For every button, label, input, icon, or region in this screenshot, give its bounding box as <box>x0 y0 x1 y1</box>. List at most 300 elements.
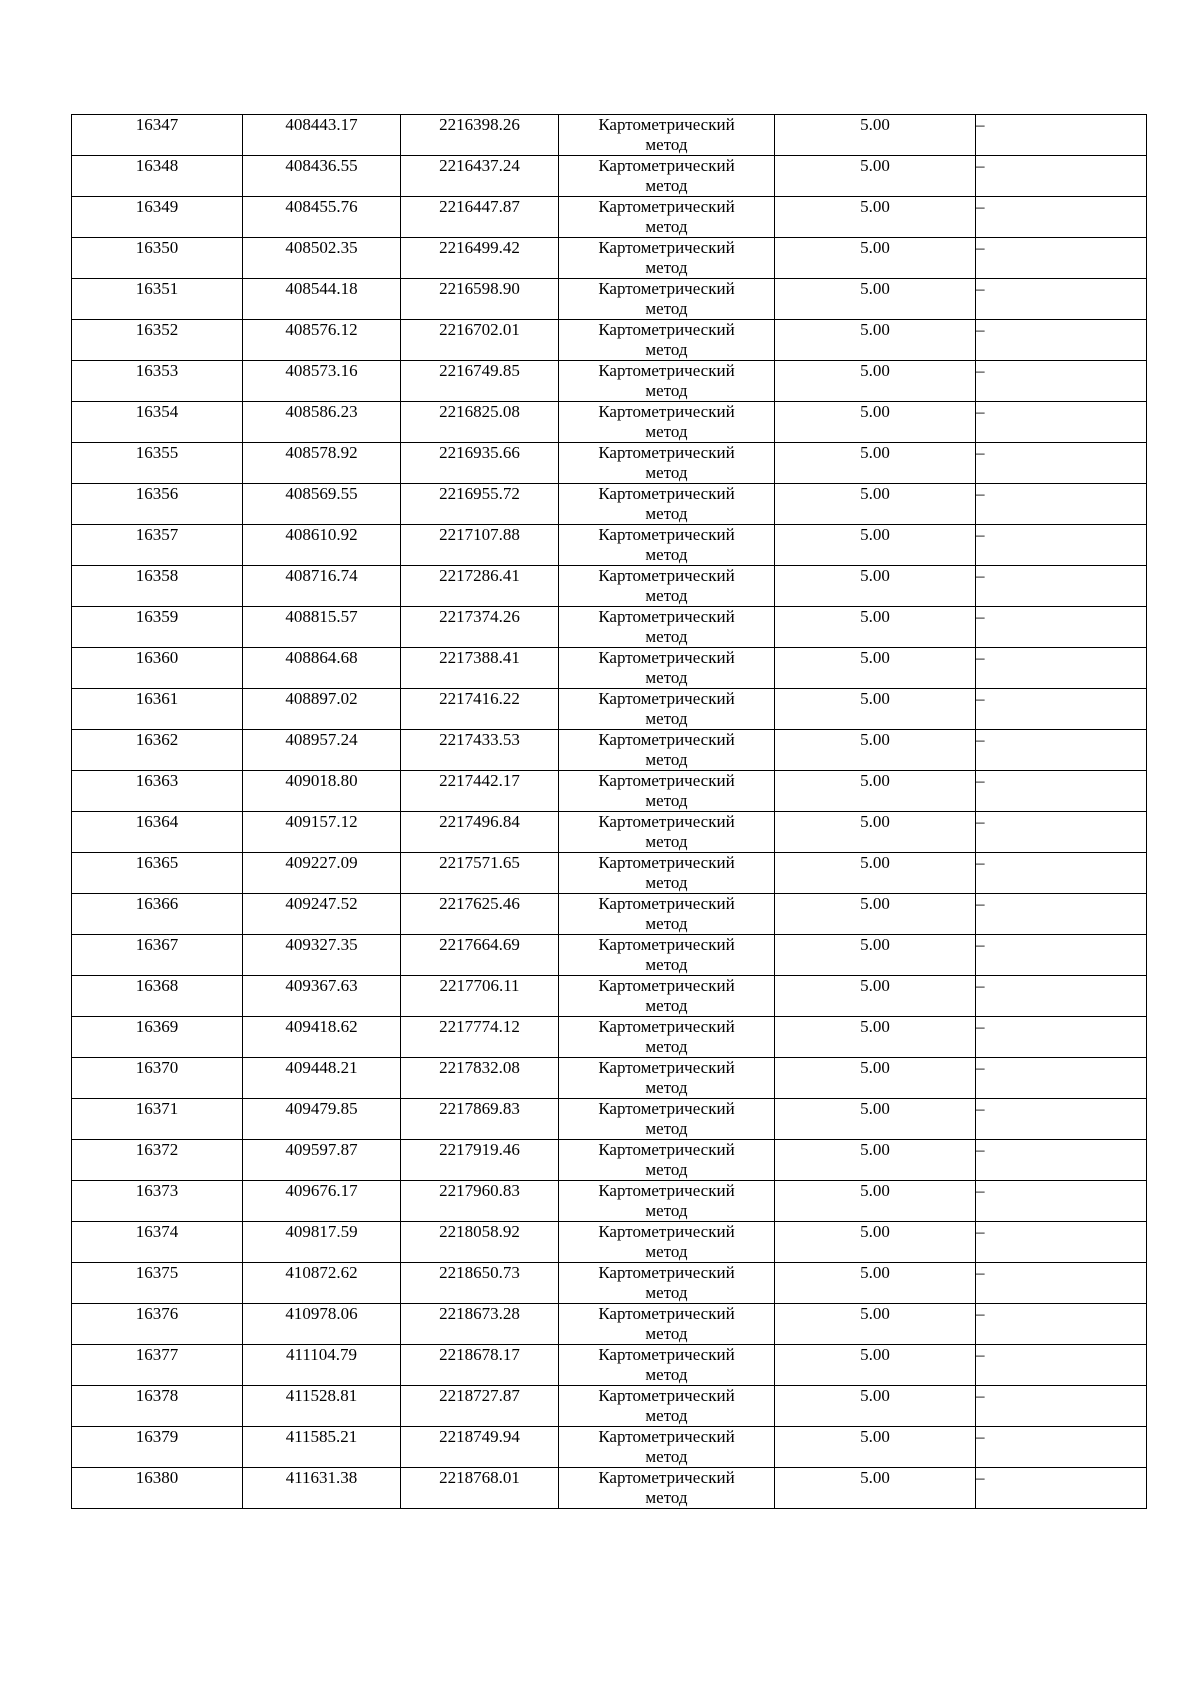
method-line-2: метод <box>645 1242 688 1261</box>
accuracy-cell: 5.00 <box>775 1345 976 1386</box>
table-row <box>72 689 1147 730</box>
accuracy-cell: 5.00 <box>775 361 976 402</box>
point-number-cell: 16355 <box>72 443 243 484</box>
method-line-2: метод <box>645 135 688 154</box>
point-number-cell: 16358 <box>72 566 243 607</box>
note-cell: – <box>976 484 1147 525</box>
accuracy-cell: 5.00 <box>775 689 976 730</box>
method-cell <box>559 279 775 320</box>
note-cell: – <box>976 1058 1147 1099</box>
x-coordinate-cell: 408578.92 <box>243 443 401 484</box>
note-cell: – <box>976 730 1147 771</box>
x-coordinate-cell: 411585.21 <box>243 1427 401 1468</box>
y-coordinate-cell: 2217286.41 <box>401 566 559 607</box>
note-cell: – <box>976 320 1147 361</box>
method-line-1: Картометрический <box>598 1386 735 1405</box>
point-number-cell: 16348 <box>72 156 243 197</box>
method-cell <box>559 115 775 156</box>
x-coordinate-cell: 411631.38 <box>243 1468 401 1509</box>
table-row <box>72 648 1147 689</box>
accuracy-cell: 5.00 <box>775 894 976 935</box>
y-coordinate-cell: 2216749.85 <box>401 361 559 402</box>
table-row <box>72 894 1147 935</box>
note-cell: – <box>976 812 1147 853</box>
y-coordinate-cell: 2216955.72 <box>401 484 559 525</box>
point-number-cell: 16352 <box>72 320 243 361</box>
note-cell: – <box>976 1386 1147 1427</box>
accuracy-cell: 5.00 <box>775 1181 976 1222</box>
accuracy-cell: 5.00 <box>775 402 976 443</box>
method-line-2: метод <box>645 1119 688 1138</box>
y-coordinate-cell: 2218727.87 <box>401 1386 559 1427</box>
method-line-2: метод <box>645 1160 688 1179</box>
method-line-2: метод <box>645 340 688 359</box>
method-cell <box>559 853 775 894</box>
x-coordinate-cell: 409676.17 <box>243 1181 401 1222</box>
note-cell: – <box>976 566 1147 607</box>
accuracy-cell: 5.00 <box>775 156 976 197</box>
table-row <box>72 853 1147 894</box>
method-line-2: метод <box>645 258 688 277</box>
table-row <box>72 197 1147 238</box>
method-line-1: Картометрический <box>598 566 735 585</box>
y-coordinate-cell: 2218768.01 <box>401 1468 559 1509</box>
accuracy-cell: 5.00 <box>775 1263 976 1304</box>
point-number-cell: 16365 <box>72 853 243 894</box>
y-coordinate-cell: 2217571.65 <box>401 853 559 894</box>
method-line-1: Картометрический <box>598 935 735 954</box>
x-coordinate-cell: 408569.55 <box>243 484 401 525</box>
point-number-cell: 16347 <box>72 115 243 156</box>
method-line-2: метод <box>645 1078 688 1097</box>
accuracy-cell: 5.00 <box>775 1140 976 1181</box>
table-row <box>72 484 1147 525</box>
method-cell <box>559 443 775 484</box>
method-line-2: метод <box>645 955 688 974</box>
point-number-cell: 16375 <box>72 1263 243 1304</box>
table-row <box>72 1345 1147 1386</box>
point-number-cell: 16359 <box>72 607 243 648</box>
x-coordinate-cell: 411104.79 <box>243 1345 401 1386</box>
method-line-1: Картометрический <box>598 320 735 339</box>
method-line-2: метод <box>645 504 688 523</box>
method-line-1: Картометрический <box>598 976 735 995</box>
method-line-1: Картометрический <box>598 1468 735 1487</box>
method-cell <box>559 1427 775 1468</box>
point-number-cell: 16366 <box>72 894 243 935</box>
accuracy-cell: 5.00 <box>775 1058 976 1099</box>
method-cell <box>559 894 775 935</box>
table-row <box>72 1140 1147 1181</box>
x-coordinate-cell: 409367.63 <box>243 976 401 1017</box>
method-cell <box>559 730 775 771</box>
method-line-2: метод <box>645 750 688 769</box>
accuracy-cell: 5.00 <box>775 1099 976 1140</box>
point-number-cell: 16364 <box>72 812 243 853</box>
y-coordinate-cell: 2217774.12 <box>401 1017 559 1058</box>
x-coordinate-cell: 408716.74 <box>243 566 401 607</box>
method-line-2: метод <box>645 873 688 892</box>
method-cell <box>559 1345 775 1386</box>
method-line-2: метод <box>645 176 688 195</box>
x-coordinate-cell: 410872.62 <box>243 1263 401 1304</box>
note-cell: – <box>976 115 1147 156</box>
x-coordinate-cell: 409327.35 <box>243 935 401 976</box>
method-line-1: Картометрический <box>598 1140 735 1159</box>
point-number-cell: 16350 <box>72 238 243 279</box>
note-cell: – <box>976 197 1147 238</box>
accuracy-cell: 5.00 <box>775 607 976 648</box>
accuracy-cell: 5.00 <box>775 935 976 976</box>
note-cell: – <box>976 443 1147 484</box>
note-cell: – <box>976 525 1147 566</box>
y-coordinate-cell: 2216702.01 <box>401 320 559 361</box>
method-line-2: метод <box>645 422 688 441</box>
note-cell: – <box>976 607 1147 648</box>
table-row <box>72 1222 1147 1263</box>
method-line-1: Картометрический <box>598 1099 735 1118</box>
method-line-2: метод <box>645 627 688 646</box>
y-coordinate-cell: 2217869.83 <box>401 1099 559 1140</box>
accuracy-cell: 5.00 <box>775 648 976 689</box>
table-row <box>72 156 1147 197</box>
table-row <box>72 525 1147 566</box>
note-cell: – <box>976 1222 1147 1263</box>
method-line-2: метод <box>645 1037 688 1056</box>
y-coordinate-cell: 2217960.83 <box>401 1181 559 1222</box>
y-coordinate-cell: 2216499.42 <box>401 238 559 279</box>
table-row <box>72 115 1147 156</box>
method-cell <box>559 976 775 1017</box>
accuracy-cell: 5.00 <box>775 279 976 320</box>
table-row <box>72 402 1147 443</box>
method-cell <box>559 238 775 279</box>
accuracy-cell: 5.00 <box>775 115 976 156</box>
method-line-2: метод <box>645 832 688 851</box>
note-cell: – <box>976 771 1147 812</box>
method-line-1: Картометрический <box>598 771 735 790</box>
note-cell: – <box>976 689 1147 730</box>
y-coordinate-cell: 2217107.88 <box>401 525 559 566</box>
point-number-cell: 16377 <box>72 1345 243 1386</box>
x-coordinate-cell: 408544.18 <box>243 279 401 320</box>
method-line-2: метод <box>645 791 688 810</box>
point-number-cell: 16372 <box>72 1140 243 1181</box>
accuracy-cell: 5.00 <box>775 1386 976 1427</box>
point-number-cell: 16371 <box>72 1099 243 1140</box>
point-number-cell: 16360 <box>72 648 243 689</box>
y-coordinate-cell: 2217706.11 <box>401 976 559 1017</box>
method-line-1: Картометрический <box>598 443 735 462</box>
y-coordinate-cell: 2216447.87 <box>401 197 559 238</box>
method-line-1: Картометрический <box>598 238 735 257</box>
method-cell <box>559 812 775 853</box>
point-number-cell: 16369 <box>72 1017 243 1058</box>
method-cell <box>559 320 775 361</box>
method-line-1: Картометрический <box>598 689 735 708</box>
method-cell <box>559 1017 775 1058</box>
x-coordinate-cell: 408864.68 <box>243 648 401 689</box>
point-number-cell: 16368 <box>72 976 243 1017</box>
point-number-cell: 16378 <box>72 1386 243 1427</box>
table-row <box>72 1468 1147 1509</box>
method-cell <box>559 525 775 566</box>
point-number-cell: 16353 <box>72 361 243 402</box>
table-row <box>72 607 1147 648</box>
point-number-cell: 16351 <box>72 279 243 320</box>
method-line-2: метод <box>645 586 688 605</box>
accuracy-cell: 5.00 <box>775 976 976 1017</box>
method-line-2: метод <box>645 1365 688 1384</box>
method-cell <box>559 402 775 443</box>
point-number-cell: 16374 <box>72 1222 243 1263</box>
note-cell: – <box>976 1140 1147 1181</box>
accuracy-cell: 5.00 <box>775 1222 976 1263</box>
method-line-2: метод <box>645 381 688 400</box>
x-coordinate-cell: 409597.87 <box>243 1140 401 1181</box>
method-cell <box>559 689 775 730</box>
table-row <box>72 935 1147 976</box>
accuracy-cell: 5.00 <box>775 1304 976 1345</box>
point-number-cell: 16357 <box>72 525 243 566</box>
table-row <box>72 361 1147 402</box>
y-coordinate-cell: 2217388.41 <box>401 648 559 689</box>
x-coordinate-cell: 408815.57 <box>243 607 401 648</box>
y-coordinate-cell: 2218650.73 <box>401 1263 559 1304</box>
method-cell <box>559 1181 775 1222</box>
point-number-cell: 16376 <box>72 1304 243 1345</box>
y-coordinate-cell: 2216598.90 <box>401 279 559 320</box>
method-line-1: Картометрический <box>598 1058 735 1077</box>
point-number-cell: 16361 <box>72 689 243 730</box>
method-line-1: Картометрический <box>598 402 735 421</box>
x-coordinate-cell: 408576.12 <box>243 320 401 361</box>
y-coordinate-cell: 2216935.66 <box>401 443 559 484</box>
x-coordinate-cell: 408957.24 <box>243 730 401 771</box>
method-line-1: Картометрический <box>598 115 735 134</box>
y-coordinate-cell: 2218673.28 <box>401 1304 559 1345</box>
accuracy-cell: 5.00 <box>775 1427 976 1468</box>
table-row <box>72 812 1147 853</box>
point-number-cell: 16380 <box>72 1468 243 1509</box>
accuracy-cell: 5.00 <box>775 771 976 812</box>
method-cell <box>559 648 775 689</box>
method-line-1: Картометрический <box>598 156 735 175</box>
table-row <box>72 771 1147 812</box>
note-cell: – <box>976 935 1147 976</box>
x-coordinate-cell: 408586.23 <box>243 402 401 443</box>
method-cell <box>559 1099 775 1140</box>
method-line-1: Картометрический <box>598 607 735 626</box>
method-line-1: Картометрический <box>598 1263 735 1282</box>
x-coordinate-cell: 408455.76 <box>243 197 401 238</box>
x-coordinate-cell: 410978.06 <box>243 1304 401 1345</box>
coordinates-table <box>71 114 1147 1509</box>
accuracy-cell: 5.00 <box>775 320 976 361</box>
y-coordinate-cell: 2217664.69 <box>401 935 559 976</box>
accuracy-cell: 5.00 <box>775 238 976 279</box>
method-cell <box>559 771 775 812</box>
method-line-1: Картометрический <box>598 1222 735 1241</box>
table-row <box>72 320 1147 361</box>
method-line-2: метод <box>645 668 688 687</box>
x-coordinate-cell: 409817.59 <box>243 1222 401 1263</box>
accuracy-cell: 5.00 <box>775 566 976 607</box>
method-line-2: метод <box>645 1447 688 1466</box>
accuracy-cell: 5.00 <box>775 1017 976 1058</box>
x-coordinate-cell: 409157.12 <box>243 812 401 853</box>
method-cell <box>559 566 775 607</box>
method-line-2: метод <box>645 996 688 1015</box>
y-coordinate-cell: 2217374.26 <box>401 607 559 648</box>
method-line-1: Картометрический <box>598 894 735 913</box>
y-coordinate-cell: 2217832.08 <box>401 1058 559 1099</box>
method-line-1: Картометрический <box>598 812 735 831</box>
point-number-cell: 16356 <box>72 484 243 525</box>
method-line-2: метод <box>645 1488 688 1507</box>
note-cell: – <box>976 361 1147 402</box>
table-row <box>72 1017 1147 1058</box>
accuracy-cell: 5.00 <box>775 812 976 853</box>
method-line-1: Картометрический <box>598 484 735 503</box>
y-coordinate-cell: 2217625.46 <box>401 894 559 935</box>
method-cell <box>559 156 775 197</box>
y-coordinate-cell: 2217416.22 <box>401 689 559 730</box>
table-row <box>72 1181 1147 1222</box>
table-row <box>72 1099 1147 1140</box>
point-number-cell: 16370 <box>72 1058 243 1099</box>
note-cell: – <box>976 1017 1147 1058</box>
method-cell <box>559 1263 775 1304</box>
table-row <box>72 1386 1147 1427</box>
method-cell <box>559 1386 775 1427</box>
note-cell: – <box>976 1099 1147 1140</box>
method-line-2: метод <box>645 1201 688 1220</box>
method-line-1: Картометрический <box>598 853 735 872</box>
table-row <box>72 976 1147 1017</box>
x-coordinate-cell: 408610.92 <box>243 525 401 566</box>
method-cell <box>559 1304 775 1345</box>
point-number-cell: 16367 <box>72 935 243 976</box>
x-coordinate-cell: 408573.16 <box>243 361 401 402</box>
y-coordinate-cell: 2217433.53 <box>401 730 559 771</box>
coordinates-table-body <box>72 115 1147 1509</box>
method-cell <box>559 361 775 402</box>
method-line-1: Картометрический <box>598 279 735 298</box>
table-row <box>72 238 1147 279</box>
note-cell: – <box>976 156 1147 197</box>
method-cell <box>559 935 775 976</box>
method-cell <box>559 484 775 525</box>
table-row <box>72 1263 1147 1304</box>
note-cell: – <box>976 1263 1147 1304</box>
method-line-1: Картометрический <box>598 1181 735 1200</box>
table-row <box>72 1058 1147 1099</box>
method-line-2: метод <box>645 914 688 933</box>
accuracy-cell: 5.00 <box>775 525 976 566</box>
point-number-cell: 16354 <box>72 402 243 443</box>
point-number-cell: 16379 <box>72 1427 243 1468</box>
method-line-2: метод <box>645 545 688 564</box>
y-coordinate-cell: 2216398.26 <box>401 115 559 156</box>
table-row <box>72 1427 1147 1468</box>
y-coordinate-cell: 2217442.17 <box>401 771 559 812</box>
accuracy-cell: 5.00 <box>775 484 976 525</box>
x-coordinate-cell: 409418.62 <box>243 1017 401 1058</box>
method-line-2: метод <box>645 709 688 728</box>
note-cell: – <box>976 1345 1147 1386</box>
accuracy-cell: 5.00 <box>775 1468 976 1509</box>
accuracy-cell: 5.00 <box>775 197 976 238</box>
point-number-cell: 16362 <box>72 730 243 771</box>
x-coordinate-cell: 409479.85 <box>243 1099 401 1140</box>
method-line-1: Картометрический <box>598 1427 735 1446</box>
y-coordinate-cell: 2218058.92 <box>401 1222 559 1263</box>
table-row <box>72 1304 1147 1345</box>
method-line-1: Картометрический <box>598 730 735 749</box>
x-coordinate-cell: 408897.02 <box>243 689 401 730</box>
note-cell: – <box>976 853 1147 894</box>
table-row <box>72 279 1147 320</box>
method-line-2: метод <box>645 463 688 482</box>
table-row <box>72 730 1147 771</box>
x-coordinate-cell: 409227.09 <box>243 853 401 894</box>
point-number-cell: 16373 <box>72 1181 243 1222</box>
point-number-cell: 16363 <box>72 771 243 812</box>
method-cell <box>559 1140 775 1181</box>
method-line-1: Картометрический <box>598 1017 735 1036</box>
note-cell: – <box>976 402 1147 443</box>
note-cell: – <box>976 976 1147 1017</box>
method-line-2: метод <box>645 1406 688 1425</box>
y-coordinate-cell: 2217496.84 <box>401 812 559 853</box>
note-cell: – <box>976 1468 1147 1509</box>
y-coordinate-cell: 2218678.17 <box>401 1345 559 1386</box>
x-coordinate-cell: 408502.35 <box>243 238 401 279</box>
point-number-cell: 16349 <box>72 197 243 238</box>
method-line-1: Картометрический <box>598 1345 735 1364</box>
method-line-2: метод <box>645 299 688 318</box>
note-cell: – <box>976 279 1147 320</box>
method-line-1: Картометрический <box>598 648 735 667</box>
method-cell <box>559 1058 775 1099</box>
accuracy-cell: 5.00 <box>775 730 976 771</box>
x-coordinate-cell: 409448.21 <box>243 1058 401 1099</box>
method-cell <box>559 1468 775 1509</box>
note-cell: – <box>976 648 1147 689</box>
x-coordinate-cell: 408443.17 <box>243 115 401 156</box>
accuracy-cell: 5.00 <box>775 443 976 484</box>
method-line-2: метод <box>645 217 688 236</box>
method-line-1: Картометрический <box>598 361 735 380</box>
method-line-2: метод <box>645 1283 688 1302</box>
y-coordinate-cell: 2216437.24 <box>401 156 559 197</box>
method-cell <box>559 1222 775 1263</box>
x-coordinate-cell: 409018.80 <box>243 771 401 812</box>
y-coordinate-cell: 2216825.08 <box>401 402 559 443</box>
method-line-1: Картометрический <box>598 197 735 216</box>
note-cell: – <box>976 1304 1147 1345</box>
note-cell: – <box>976 1427 1147 1468</box>
note-cell: – <box>976 894 1147 935</box>
table-row <box>72 566 1147 607</box>
method-line-1: Картометрический <box>598 1304 735 1323</box>
x-coordinate-cell: 411528.81 <box>243 1386 401 1427</box>
x-coordinate-cell: 409247.52 <box>243 894 401 935</box>
accuracy-cell: 5.00 <box>775 853 976 894</box>
x-coordinate-cell: 408436.55 <box>243 156 401 197</box>
note-cell: – <box>976 1181 1147 1222</box>
